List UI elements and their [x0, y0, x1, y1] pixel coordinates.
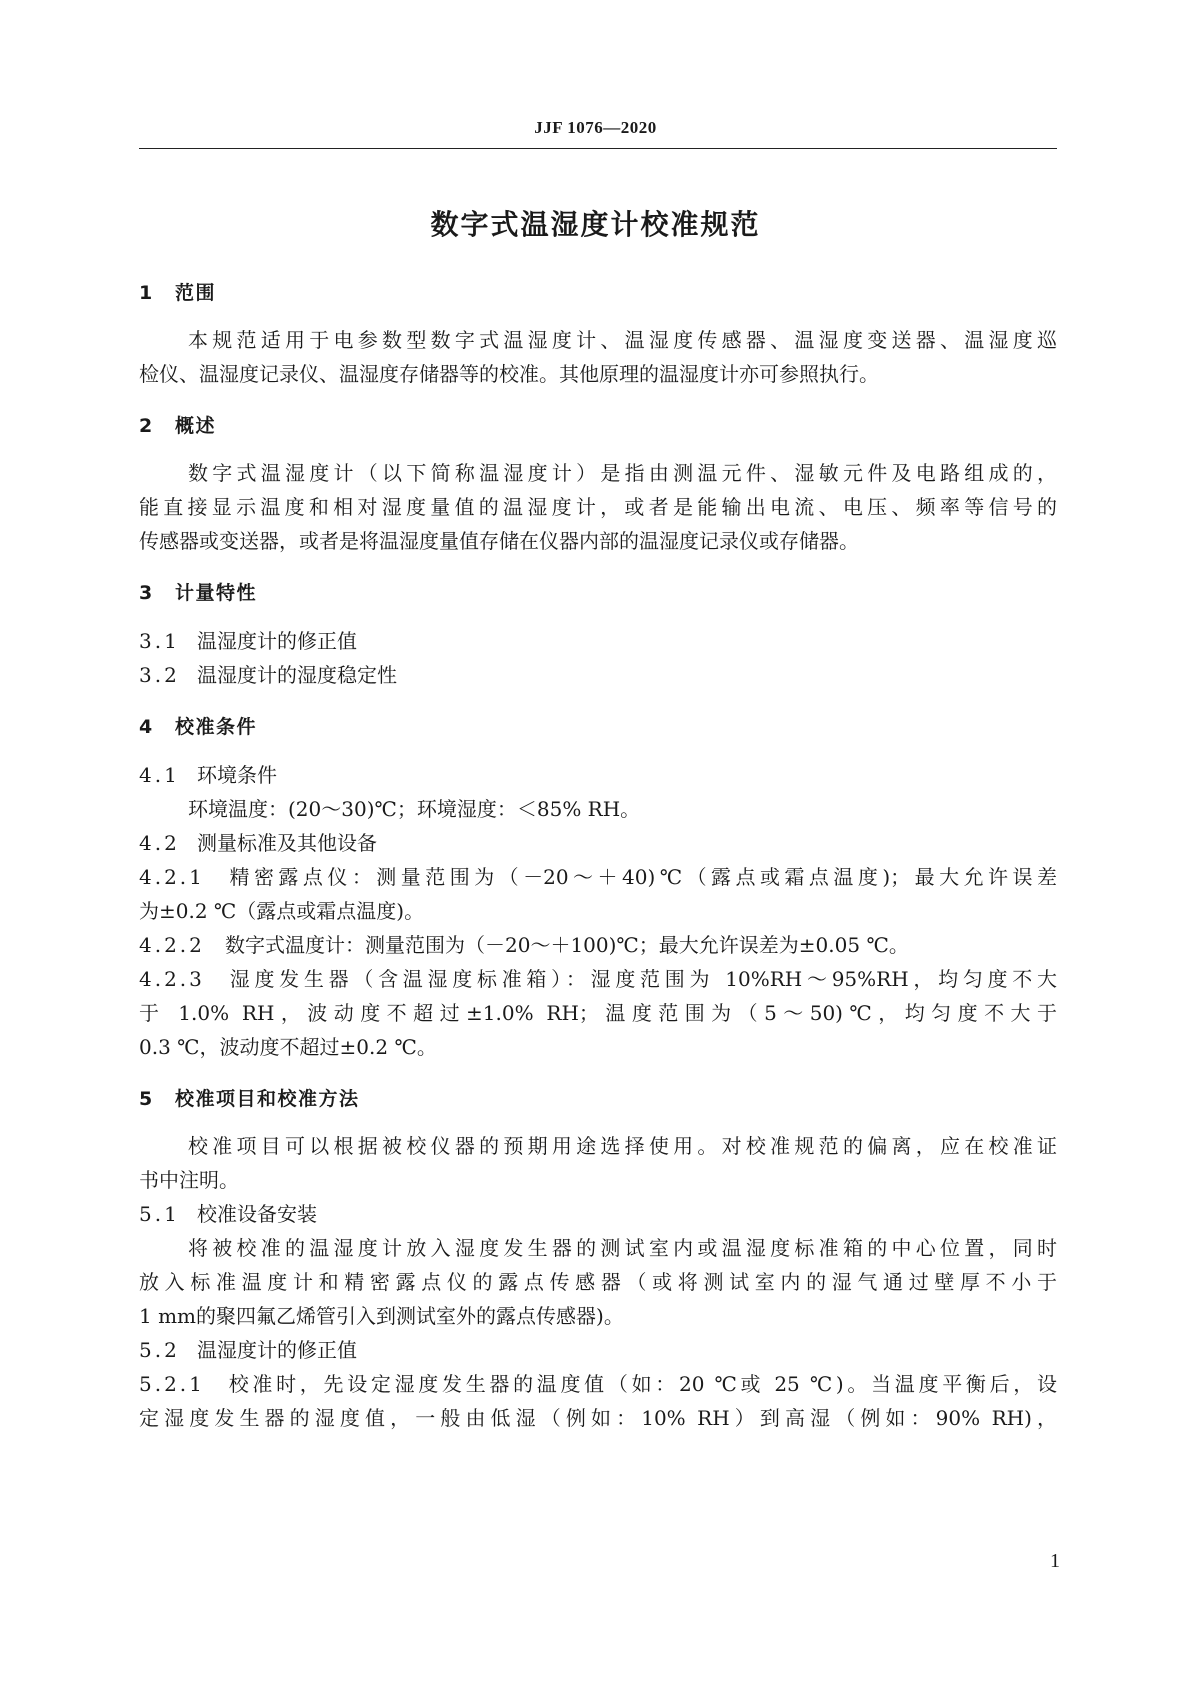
section-number: 4: [139, 716, 154, 738]
section-1-heading: [139, 280, 216, 306]
subsection-5-1: [139, 1201, 317, 1227]
paragraph-line: 0.3 ℃，波动度不超过±0.2 ℃。: [139, 1035, 437, 1059]
subsection-title: 环境条件: [197, 763, 277, 787]
section-title: 计量特性: [175, 582, 258, 604]
clause-number: 5.2.1: [139, 1372, 205, 1396]
subsection-4-1: [139, 762, 277, 788]
clause-text: 校准时，先设定湿度发生器的温度值（如：20 ℃或 25 ℃)。当温度平衡后，设: [225, 1372, 1057, 1396]
paragraph-line: 能直接显示温度和相对湿度量值的温湿度计，或者是能输出电流、电压、频率等信号的: [139, 495, 1057, 519]
clause-text: 湿度发生器（含温湿度标准箱）：湿度范围为 10%RH～95%RH，均匀度不大: [225, 967, 1057, 991]
paragraph-line: 校准项目可以根据被校仪器的预期用途选择使用。对校准规范的偏离，应在校准证: [188, 1134, 1057, 1158]
subsection-title: 温湿度计的湿度稳定性: [197, 663, 397, 687]
page-number: 1: [1050, 1550, 1060, 1572]
subsection-3-1: [139, 628, 357, 654]
subsection-number: 5.2: [139, 1338, 180, 1362]
subsection-title: 温湿度计的修正值: [197, 629, 357, 653]
clause-4-2-2-line: [139, 932, 909, 958]
paragraph-line: 将被校准的温湿度计放入湿度发生器的测试室内或温湿度标准箱的中心位置，同时: [188, 1236, 1057, 1260]
subsection-title: 温湿度计的修正值: [197, 1338, 357, 1362]
paragraph-line: 书中注明。: [139, 1168, 239, 1192]
clause-5-2-1-line: [139, 1371, 1057, 1397]
subsection-3-2: [139, 662, 397, 688]
clause-4-2-1-line: [139, 864, 1057, 890]
clause-4-2-3-line: [139, 966, 1057, 992]
section-title: 概述: [175, 415, 217, 437]
subsection-title: 校准设备安装: [197, 1202, 317, 1226]
section-title: 范围: [175, 282, 217, 304]
section-number: 1: [139, 282, 154, 304]
paragraph-line: 于 1.0% RH，波动度不超过±1.0% RH；温度范围为（5～50)℃，均匀度不大于: [139, 1001, 1057, 1025]
section-title: 校准项目和校准方法: [175, 1088, 360, 1110]
document-title: 数字式温湿度计校准规范: [430, 208, 761, 241]
section-number: 3: [139, 582, 154, 604]
paragraph-line: 为±0.2 ℃（露点或霜点温度)。: [139, 899, 425, 923]
section-title: 校准条件: [175, 716, 258, 738]
clause-text: 精密露点仪：测量范围为（－20～＋40)℃（露点或霜点温度)；最大允许误差: [225, 865, 1057, 889]
subsection-number: 3.1: [139, 629, 180, 653]
paragraph-line: 1 mm的聚四氟乙烯管引入到测试室外的露点传感器)。: [139, 1304, 624, 1328]
clause-number: 4.2.1: [139, 865, 205, 889]
subsection-title: 测量标准及其他设备: [197, 831, 377, 855]
section-5-heading: [139, 1086, 360, 1112]
section-number: 2: [139, 415, 154, 437]
section-number: 5: [139, 1088, 154, 1110]
paragraph-line: 本规范适用于电参数型数字式温湿度计、温湿度传感器、温湿度变送器、温湿度巡: [188, 328, 1057, 352]
section-3-heading: [139, 580, 257, 606]
paragraph-line: 放入标准温度计和精密露点仪的露点传感器（或将测试室内的湿气通过壁厚不小于: [139, 1270, 1057, 1294]
section-2-heading: [139, 413, 216, 439]
paragraph-line: 数字式温湿度计（以下简称温湿度计）是指由测温元件、湿敏元件及电路组成的，: [188, 461, 1057, 485]
subsection-4-2: [139, 830, 377, 856]
environment-conditions-text: 环境温度：(20～30)℃；环境湿度：＜85% RH。: [188, 797, 641, 821]
subsection-number: 5.1: [139, 1202, 180, 1226]
subsection-number: 4.1: [139, 763, 180, 787]
paragraph-line: 定湿度发生器的湿度值，一般由低湿（例如：10% RH）到高湿（例如：90% RH)，: [139, 1406, 1057, 1430]
clause-number: 4.2.2: [139, 933, 205, 957]
subsection-5-2: [139, 1337, 357, 1363]
clause-text: 数字式温度计：测量范围为（－20～＋100)℃；最大允许误差为±0.05 ℃。: [225, 933, 909, 957]
paragraph-line: 传感器或变送器，或者是将温湿度量值存储在仪器内部的温湿度记录仪或存储器。: [139, 529, 859, 553]
clause-number: 4.2.3: [139, 967, 205, 991]
subsection-number: 4.2: [139, 831, 180, 855]
section-4-heading: [139, 714, 257, 740]
header-rule: [139, 148, 1057, 149]
subsection-number: 3.2: [139, 663, 180, 687]
standard-code: JJF 1076—2020: [534, 118, 657, 137]
paragraph-line: 检仪、温湿度记录仪、温湿度存储器等的校准。其他原理的温湿度计亦可参照执行。: [139, 362, 879, 386]
